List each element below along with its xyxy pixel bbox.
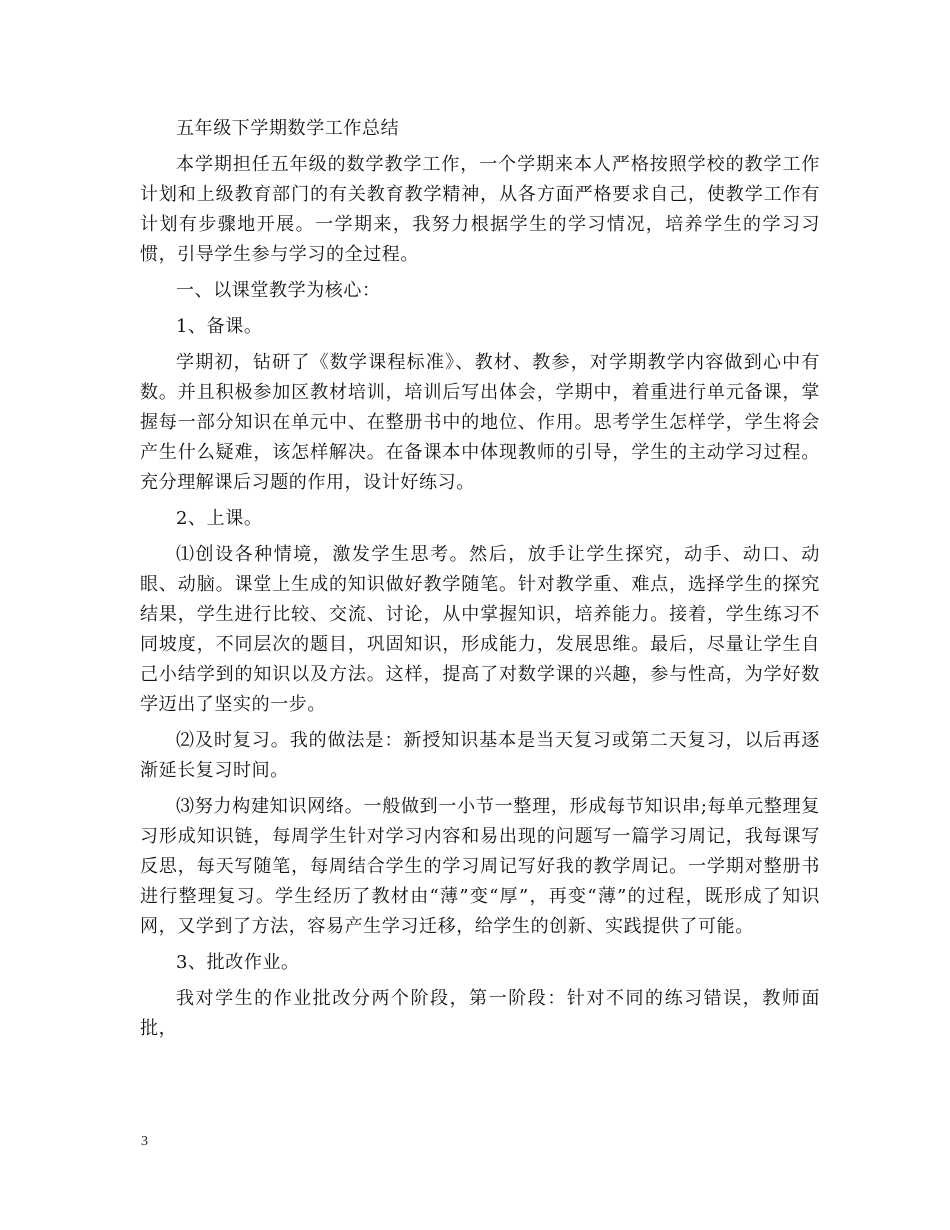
subsection-heading: 2、上课。	[176, 508, 263, 529]
document-title: 五年级下学期数学工作总结	[176, 118, 400, 139]
page-number: 3	[141, 1134, 148, 1149]
body-paragraph: ⑶努力构建知识网络。一般做到一小节一整理，形成每节知识串;每单元整理复习形成知识链，每周学生针对学习内容和易出现的问题写一篇学习周记，我每课写反思，每天写随笔，每周结合学生的学习周记写好我的教学周记。一学期对整册书进行整理复习。学生经历了教材由“薄”变“厚”，再变“薄”的过程，既形成了知识网，又学到了方法，容易产生学习迁移，给学生的创新、实践提供了可能。	[140, 796, 820, 937]
body-paragraph: ⑴创设各种情境，激发学生思考。然后，放手让学生探究，动手、动口、动眼、动脑。课堂上生成的知识做好教学随笔。针对教学重、难点，选择学生的探究结果，学生进行比较、交流、讨论，从中掌握知识，培养能力。接着，学生练习不同坡度，不同层次的题目，巩固知识，形成能力，发展思维。最后，尽量让学生自己小结学到的知识以及方法。这样，提高了对数学课的兴趣，参与性高，为学好数学迈出了坚实的一步。	[140, 544, 820, 715]
section-heading: 一、以课堂教学为核心：	[176, 280, 381, 301]
subsection-heading: 1、备课。	[176, 316, 263, 337]
body-paragraph: 我对学生的作业批改分两个阶段，第一阶段：针对不同的练习错误，教师面批，	[140, 988, 820, 1039]
intro-paragraph: 本学期担任五年级的数学教学工作，一个学期来本人严格按照学校的教学工作计划和上级教育部门的有关教育教学精神，从各方面严格要求自己，使教学工作有计划有步骤地开展。一学期来，我努力根据学生的学习情况，培养学生的学习习惯，引导学生参与学习的全过程。	[140, 154, 820, 265]
body-paragraph: ⑵及时复习。我的做法是：新授知识基本是当天复习或第二天复习，以后再逐渐延长复习时间。	[140, 730, 820, 781]
subsection-heading: 3、批改作业。	[176, 952, 300, 973]
body-paragraph: 学期初，钻研了《数学课程标准》、教材、教参，对学期教学内容做到心中有数。并且积极参加区教材培训，培训后写出体会，学期中，着重进行单元备课，掌握每一部分知识在单元中、在整册书中的地位、作用。思考学生怎样学，学生将会产生什么疑难，该怎样解决。在备课本中体现教师的引导，学生的主动学习过程。充分理解课后习题的作用，设计好练习。	[140, 352, 820, 493]
document-body	[140, 114, 820, 1050]
